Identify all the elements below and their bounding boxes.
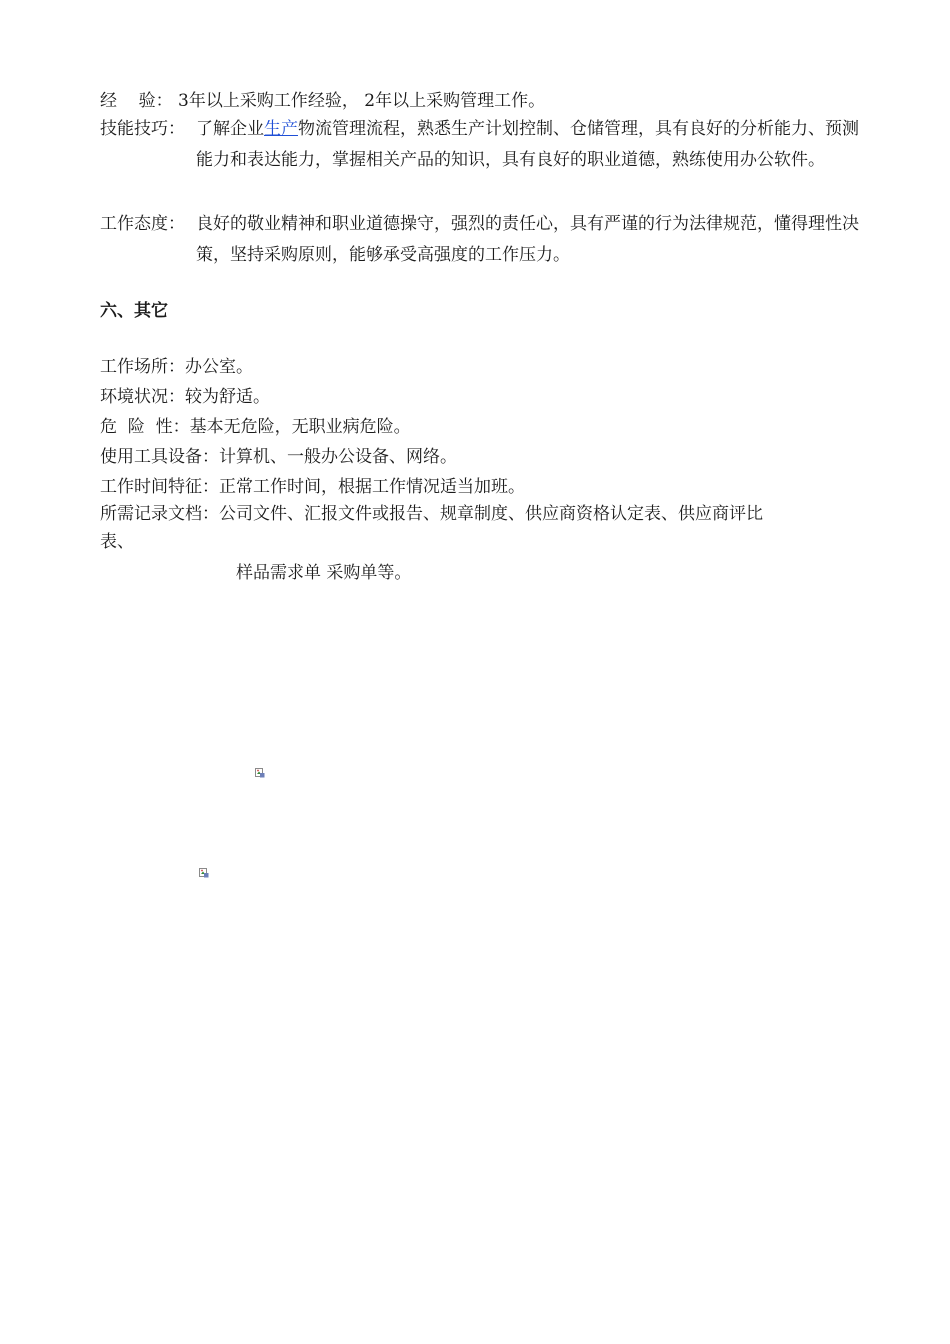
skills-paragraph [100, 114, 860, 176]
records-line-3: 样品需求单 采购单等。 [236, 563, 412, 583]
workplace-line: 工作场所：办公室。 [100, 357, 253, 377]
experience-text: 3年以上采购工作经验， 2年以上采购管理工作。 [172, 91, 546, 111]
environment-line: 环境状况：较为舒适。 [100, 387, 270, 407]
danger-line: 危 险 性：基本无危险，无职业病危险。 [100, 417, 411, 437]
broken-image-icon [255, 763, 265, 773]
records-line-1: 所需记录文档：公司文件、汇报文件或报告、规章制度、供应商资格认定表、供应商评比 [100, 504, 763, 524]
skills-text [196, 114, 860, 176]
production-link[interactable]: 生产 [264, 119, 298, 139]
records-line-2: 表、 [100, 532, 134, 552]
section-heading: 六、其它 [100, 301, 168, 321]
attitude-text: 良好的敬业精神和职业道德操守，强烈的责任心，具有严谨的行为法律规范，懂得理性决策，坚持采购原则，能够承受高强度的工作压力。 [196, 214, 859, 265]
skills-text-after: 物流管理流程，熟悉生产计划控制、仓储管理，具有良好的分析能力、预测能力和表达能力，掌握相关产品的知识，具有良好的职业道德，熟练使用办公软件。 [196, 119, 859, 170]
tools-line: 使用工具设备：计算机、一般办公设备、网络。 [100, 447, 457, 467]
work-time-line: 工作时间特征：正常工作时间，根据工作情况适当加班。 [100, 477, 525, 497]
attitude-label: 工作态度： [100, 214, 185, 234]
attitude-paragraph [100, 209, 860, 271]
broken-image-icon [199, 863, 209, 873]
skills-text-before: 了解企业 [196, 119, 264, 139]
skills-label: 技能技巧： [100, 119, 185, 139]
experience-label: 经 验： [100, 91, 173, 111]
experience-line [100, 90, 545, 112]
